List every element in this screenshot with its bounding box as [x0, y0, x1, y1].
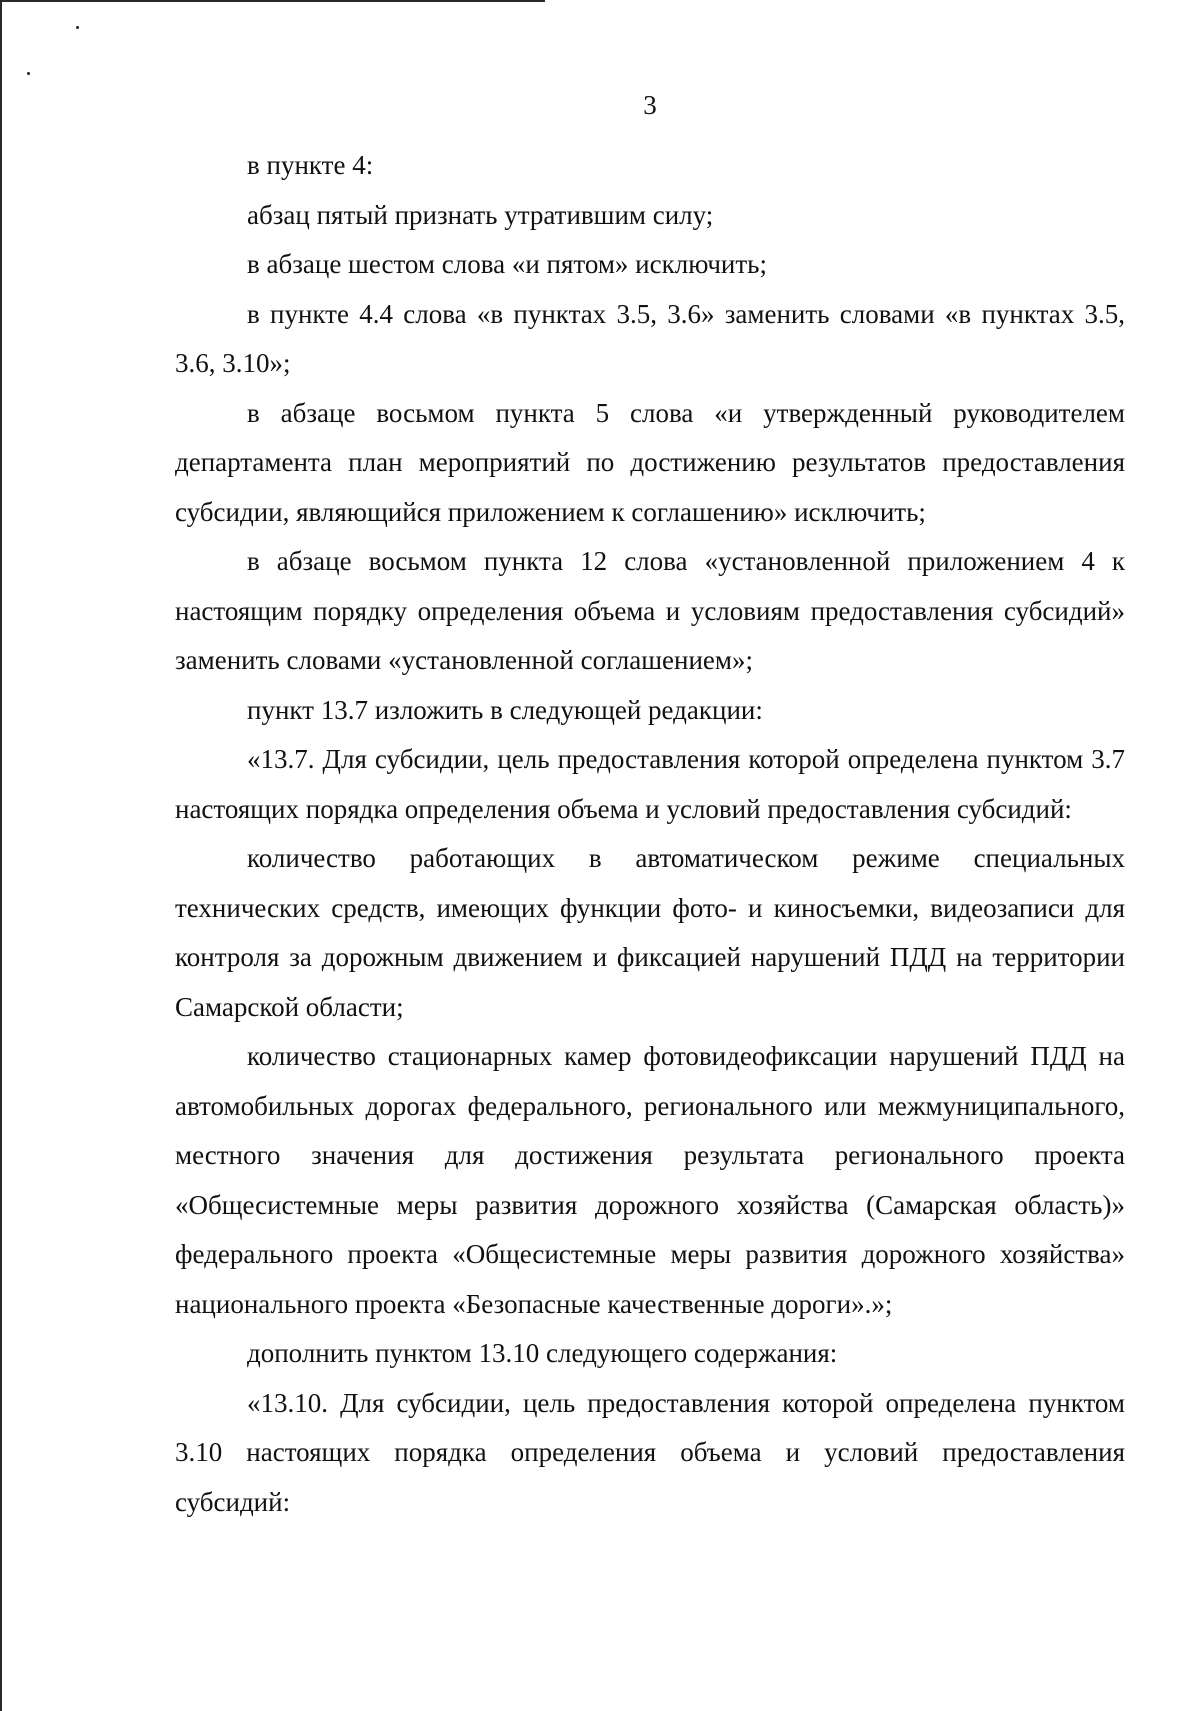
page-number: 3: [643, 90, 657, 120]
paragraph-indicator-cameras: количество стационарных камер фотовидеофиксации нарушений ПДД на автомобильных дорогах федерального, регионального или межмуниципального, местного значения для достижения результата регионального проекта «Общесистемные меры развития дорожного хозяйства (Самарская область)» федерального проекта «Общесистемные меры развития дорожного хозяйства» национального проекта «Безопасные качественные дороги».»;: [175, 1041, 1125, 1319]
paragraph-punkt-4-4-replace: в пункте 4.4 слова «в пунктах 3.5, 3.6» заменить словами «в пунктах 3.5, 3.6, 3.10»;: [175, 298, 1125, 378]
paragraph-abzac-5-void: абзац пятый признать утратившим силу;: [247, 199, 714, 230]
scan-edge-top: [0, 0, 545, 2]
scan-speck: [76, 26, 79, 29]
document-body: [175, 141, 1125, 1527]
paragraph-punkt-5-exclude: в абзаце восьмом пункта 5 слова «и утвержденный руководителем департамента план мероприятий по достижению результатов предоставления субсидии, являющийся приложением к соглашению» исключить;: [175, 397, 1125, 527]
paragraph-abzac-6-exclude: в абзаце шестом слова «и пятом» исключить;: [247, 249, 767, 279]
paragraph-item-in-punkt-4: в пункте 4:: [247, 150, 374, 180]
paragraph-punkt-13-10-intro: дополнить пунктом 13.10 следующего содержания:: [247, 1338, 838, 1368]
paragraph-punkt-13-7-intro: пункт 13.7 изложить в следующей редакции:: [247, 694, 763, 725]
paragraph-indicator-technical-means: количество работающих в автоматическом режиме специальных технических средств, имеющих функции фото- и киносъемки, видеозаписи для контроля за дорожным движением и фиксацией нарушений ПДД на территории Самарской области;: [175, 843, 1125, 1022]
paragraph-punkt-13-7-text: «13.7. Для субсидии, цель предоставления которой определена пунктом 3.7 настоящих порядка определения объема и условий предоставления субсидий:: [175, 744, 1125, 824]
scan-speck: [27, 72, 30, 75]
scan-edge-left: [0, 0, 2, 1711]
paragraph-punkt-13-10-text: «13.10. Для субсидии, цель предоставления которой определена пунктом 3.10 настоящих порядка определения объема и условий предоставления субсидий:: [175, 1387, 1125, 1517]
paragraph-punkt-12-replace: в абзаце восьмом пункта 12 слова «установленной приложением 4 к настоящим порядку определения объема и условиям предоставления субсидий» заменить словами «установленной соглашением»;: [175, 546, 1125, 675]
